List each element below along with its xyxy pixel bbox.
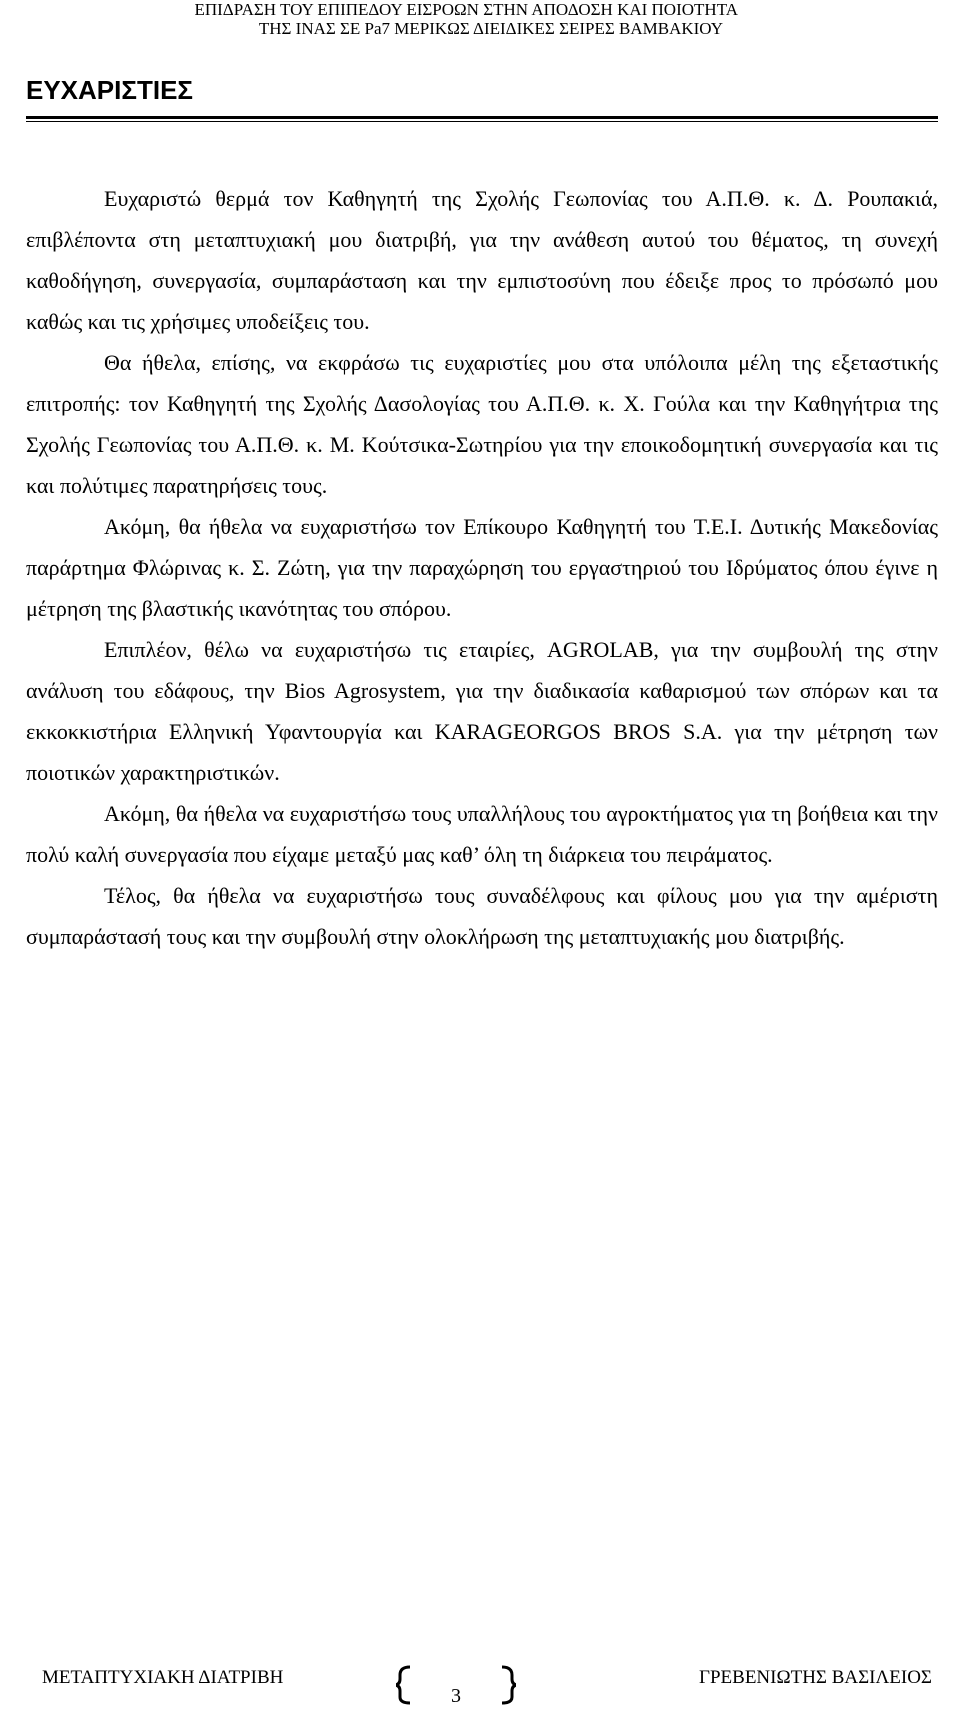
footer-right-text: ΓΡΕΒΕΝΙΩΤΗΣ ΒΑΣΙΛΕΙΟΣ — [698, 1667, 932, 1688]
paragraph: Τέλος, θα ήθελα να ευχαριστήσω τους συναδέλφους και φίλους μου για την αμέριστη συμπαράστασή τους και την συμβουλή στην ολοκλήρωση της μεταπτυχιακής μου διατριβής. — [26, 883, 938, 949]
title-rule-thin — [26, 121, 938, 122]
header-line-1: ΕΠΙΔΡΑΣΗ ΤΟΥ ΕΠΙΠΕΔΟΥ ΕΙΣΡΟΩΝ ΣΤΗΝ ΑΠΟΔΟΣΗ ΚΑΙ ΠΟΙΟΤΗΤΑ — [194, 0, 738, 19]
paragraph: Θα ήθελα, επίσης, να εκφράσω τις ευχαριστίες μου στα υπόλοιπα μέλη της εξεταστικής επιτροπής: τον Καθηγητή της Σχολής Δασολογίας του Α.Π.Θ. κ. Χ. Γούλα και την Καθηγήτρια της Σχολής Γεωπονίας του Α.Π.Θ. κ. Μ. Κούτσικα-Σωτηρίου για την εποικοδομητική συνεργασία και τις και πολύτιμες παρατηρήσεις τους. — [26, 350, 938, 498]
running-header — [0, 0, 960, 38]
paragraph: Ευχαριστώ θερμά τον Καθηγητή της Σχολής Γεωπονίας του Α.Π.Θ. κ. Δ. Ρουπακιά, επιβλέποντα στη μεταπτυχιακή μου διατριβή, για την ανάθεση αυτού του θέματος, τη συνεχή καθοδήγηση, συνεργασία, συμπαράσταση και την εμπιστοσύνη που έδειξε προς το πρόσωπό μου καθώς και τις χρήσιμες υποδείξεις του. — [26, 186, 938, 334]
section-title-block — [26, 72, 938, 122]
header-line-2: ΤΗΣ ΙΝΑΣ ΣΕ Pa7 ΜΕΡΙΚΩΣ ΔΙΕΙΔΙΚΕΣ ΣΕΙΡΕΣ ΒΑΜΒΑΚΙΟΥ — [258, 19, 723, 38]
paragraph: Ακόμη, θα ήθελα να ευχαριστήσω τους υπαλλήλους του αγροκτήματος για τη βοήθεια και την πολύ καλή συνεργασία που είχαμε μεταξύ μας καθ’ όλη τη διάρκεια του πειράματος. — [26, 801, 938, 867]
title-rule-thick — [26, 116, 938, 119]
footer-left-text: ΜΕΤΑΠΤΥΧΙΑΚΗ ΔΙΑΤΡΙΒΗ — [42, 1667, 284, 1688]
page-footer — [26, 1665, 938, 1705]
section-title: ΕΥΧΑΡΙΣΤΙΕΣ — [26, 75, 194, 105]
page-number: 3 — [451, 1685, 461, 1707]
paragraph: Επιπλέον, θέλω να ευχαριστήσω τις εταιρίες, AGROLAB, για την συμβουλή της στην ανάλυση του εδάφους, την Bios Agrosystem, για την διαδικασία καθαρισμού των σπόρων και τα εκκοκκιστήρια Ελληνική Υφαντουργία και KARAGEORGOS BROS S.A. για την μέτρηση των ποιοτικών χαρακτηριστικών. — [26, 637, 938, 785]
acknowledgements-body — [26, 178, 938, 957]
page-number-bracket — [396, 1665, 516, 1705]
paragraph: Ακόμη, θα ήθελα να ευχαριστήσω τον Επίκουρο Καθηγητή του Τ.Ε.Ι. Δυτικής Μακεδονίας παράρτημα Φλώρινας κ. Σ. Ζώτη, για την παραχώρηση του εργαστηριού του Ιδρύματος όπου έγινε η μέτρηση της βλαστικής ικανότητας του σπόρου. — [26, 514, 938, 621]
